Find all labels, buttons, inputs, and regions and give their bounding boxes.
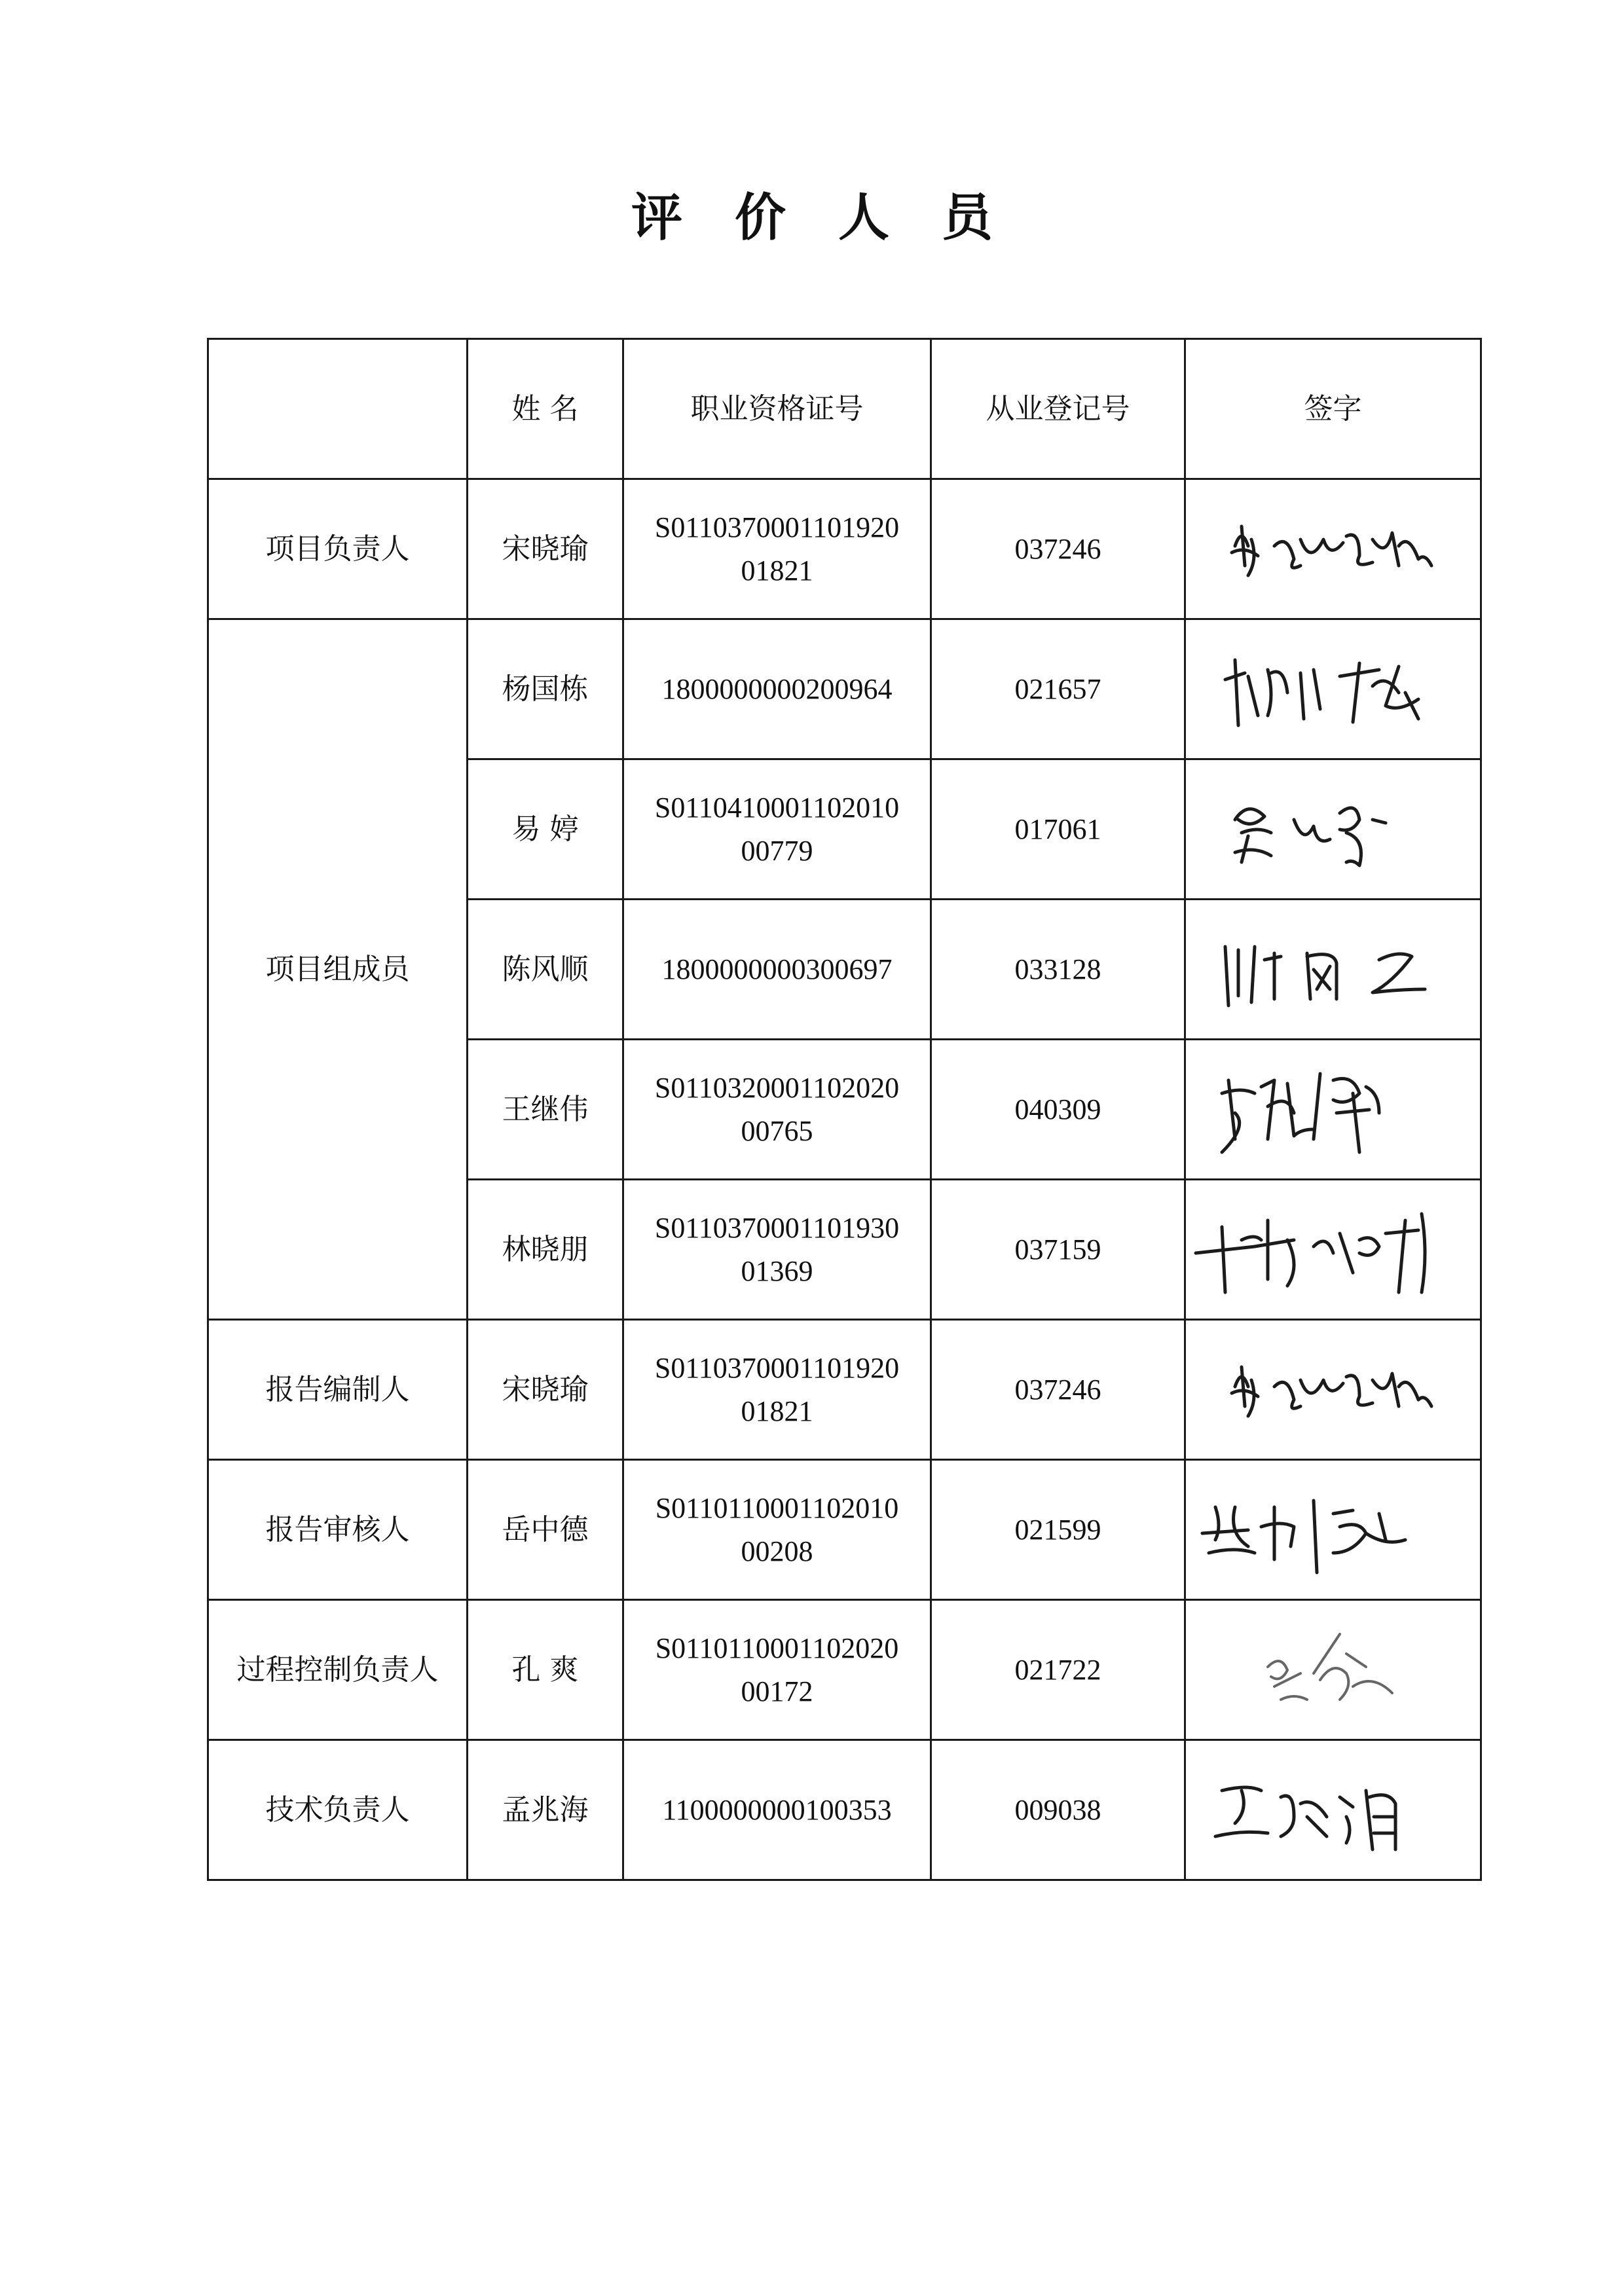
header-blank xyxy=(208,339,468,479)
signature-image xyxy=(1215,1614,1451,1726)
signature-image xyxy=(1215,780,1451,879)
signature xyxy=(1185,1740,1481,1880)
cert-number: 1800000000300697 xyxy=(623,900,931,1040)
signature-image xyxy=(1215,500,1451,598)
signature xyxy=(1185,1180,1481,1320)
signature-image xyxy=(1209,1054,1458,1165)
table-row xyxy=(208,1740,1481,1880)
signature-image xyxy=(1189,1194,1477,1305)
cert-number: S0110110001102010 00208 xyxy=(623,1460,931,1600)
reg-number: 021722 xyxy=(931,1600,1185,1740)
person-name: 林晓朋 xyxy=(468,1180,623,1320)
signature xyxy=(1185,759,1481,900)
table-row xyxy=(208,1600,1481,1740)
header-reg: 从业登记号 xyxy=(931,339,1185,479)
title-char: 评 xyxy=(631,189,682,247)
signature xyxy=(1185,1460,1481,1600)
header-name: 姓 名 xyxy=(468,339,623,479)
signature xyxy=(1185,1040,1481,1180)
person-name: 杨国栋 xyxy=(468,619,623,759)
person-name: 王继伟 xyxy=(468,1040,623,1180)
cert-number: S0110320001102020 00765 xyxy=(623,1040,931,1180)
table-row xyxy=(208,1320,1481,1460)
signature xyxy=(1185,619,1481,759)
signature xyxy=(1185,479,1481,619)
table-row xyxy=(208,479,1481,619)
signature-image xyxy=(1209,920,1458,1019)
role-members: 项目组成员 xyxy=(208,619,468,1320)
page-title xyxy=(0,177,1624,250)
role-leader: 项目负责人 xyxy=(208,479,468,619)
reg-number: 009038 xyxy=(931,1740,1185,1880)
cert-number: 1100000000100353 xyxy=(623,1740,931,1880)
cert-number: S0110370001101920 01821 xyxy=(623,1320,931,1460)
cert-number: 1800000000200964 xyxy=(623,619,931,759)
person-name: 易 婷 xyxy=(468,759,623,900)
signature-image xyxy=(1215,1341,1451,1439)
person-name: 陈风顺 xyxy=(468,900,623,1040)
signature xyxy=(1185,900,1481,1040)
reg-number: 037159 xyxy=(931,1180,1185,1320)
role-process: 过程控制负责人 xyxy=(208,1600,468,1740)
reg-number: 017061 xyxy=(931,759,1185,900)
personnel-table xyxy=(207,338,1482,1881)
header-cert: 职业资格证号 xyxy=(623,339,931,479)
reg-number: 021599 xyxy=(931,1460,1185,1600)
role-writer: 报告编制人 xyxy=(208,1320,468,1460)
signature xyxy=(1185,1600,1481,1740)
reg-number: 021657 xyxy=(931,619,1185,759)
cert-number: S0110410001102010 00779 xyxy=(623,759,931,900)
header-sign: 签字 xyxy=(1185,339,1481,479)
signature-image xyxy=(1209,640,1458,738)
cert-number: S0110110001102020 00172 xyxy=(623,1600,931,1740)
person-name: 宋晓瑜 xyxy=(468,479,623,619)
role-reviewer: 报告审核人 xyxy=(208,1460,468,1600)
role-tech: 技术负责人 xyxy=(208,1740,468,1880)
table-row xyxy=(208,619,1481,759)
title-char: 人 xyxy=(838,189,890,247)
person-name: 岳中德 xyxy=(468,1460,623,1600)
table-row xyxy=(208,1460,1481,1600)
person-name: 宋晓瑜 xyxy=(468,1320,623,1460)
reg-number: 033128 xyxy=(931,900,1185,1040)
title-char: 价 xyxy=(734,189,786,247)
cert-number: S0110370001101920 01821 xyxy=(623,479,931,619)
reg-number: 040309 xyxy=(931,1040,1185,1180)
signature-image xyxy=(1196,1481,1471,1579)
signature xyxy=(1185,1320,1481,1460)
person-name: 孟兆海 xyxy=(468,1740,623,1880)
reg-number: 037246 xyxy=(931,1320,1185,1460)
title-char: 员 xyxy=(942,189,993,247)
header-row xyxy=(208,339,1481,479)
reg-number: 037246 xyxy=(931,479,1185,619)
cert-number: S0110370001101930 01369 xyxy=(623,1180,931,1320)
signature-image xyxy=(1202,1758,1464,1863)
person-name: 孔 爽 xyxy=(468,1600,623,1740)
